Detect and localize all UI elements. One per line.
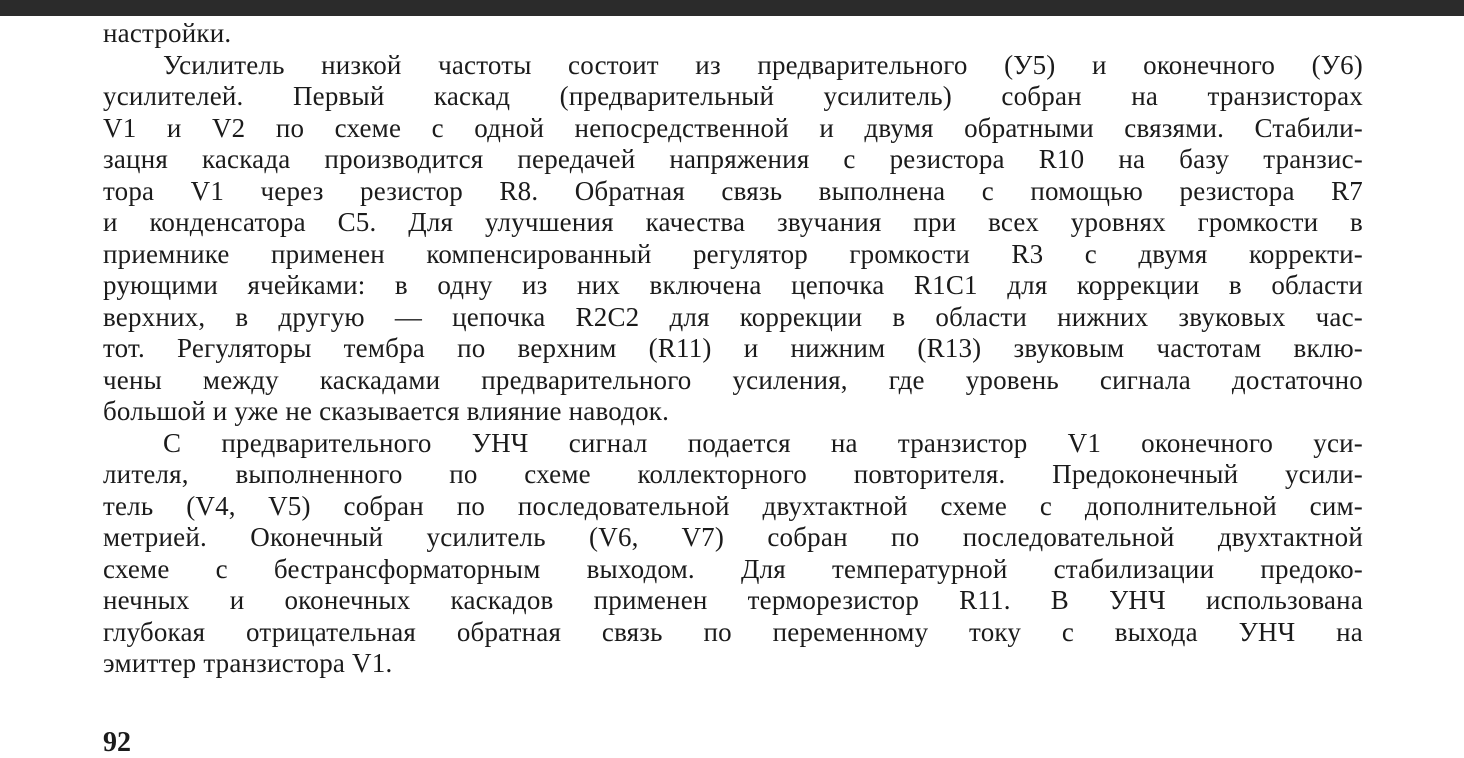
text-line: тель (V4, V5) собран по последовательной двухтактной схеме с дополнительной сим- (103, 490, 1363, 521)
text-line: тот. Регуляторы тембра по верхним (R11) и нижним (R13) звуковым частотам вклю- (103, 333, 1363, 363)
text-line: чены между каскадами предварительного усиления, где уровень сигнала достаточно (103, 364, 1363, 395)
text-line: Усилитель низкой частоты состоит из предварительного (У5) и оконечного (У6) (163, 49, 1363, 80)
text-line: и конденсатора C5. Для улучшения качества звучания при всех уровнях громкости в (103, 207, 1363, 237)
text-line: нечных и оконечных каскадов применен терморезистор R11. В УНЧ использована (103, 585, 1363, 615)
text-line: схеме с бестрансформаторным выходом. Для температурной стабилизации предоко- (103, 553, 1363, 584)
text-line: V1 и V2 по схеме с одной непосредственной и двумя обратными связями. Стабили- (103, 112, 1363, 143)
text-line: зацня каскада производится передачей напряжения с резистора R10 на базу транзис- (103, 144, 1363, 174)
text-line: усилителей. Первый каскад (предварительный усилитель) собран на транзисторах (103, 81, 1363, 111)
text-line: метрией. Оконечный усилитель (V6, V7) собран по последовательной двухтактной (103, 522, 1363, 552)
text-line: тора V1 через резистор R8. Обратная связь выполнена с помощью резистора R7 (103, 175, 1363, 206)
text-line: рующими ячейками: в одну из них включена цепочка R1C1 для коррекции в области (103, 270, 1363, 300)
viewer-top-bar (0, 0, 1464, 16)
text-line: эмиттер транзистора V1. (103, 648, 393, 678)
page-number: 92 (103, 727, 131, 758)
document-page (103, 18, 1363, 680)
text-line: настройки. (103, 18, 232, 48)
text-line: большой и уже не сказывается влияние наводок. (103, 396, 670, 426)
text-line: верхних, в другую — цепочка R2C2 для коррекции в области нижних звуковых час- (103, 301, 1363, 332)
text-line: приемнике применен компенсированный регулятор громкости R3 с двумя корректи- (103, 238, 1363, 269)
text-line: С предварительного УНЧ сигнал подается на транзистор V1 оконечного уси- (163, 427, 1363, 458)
text-line: глубокая отрицательная обратная связь по переменному току с выхода УНЧ на (103, 616, 1363, 647)
text-line: лителя, выполненного по схеме коллекторного повторителя. Предоконечный усили- (103, 459, 1363, 489)
